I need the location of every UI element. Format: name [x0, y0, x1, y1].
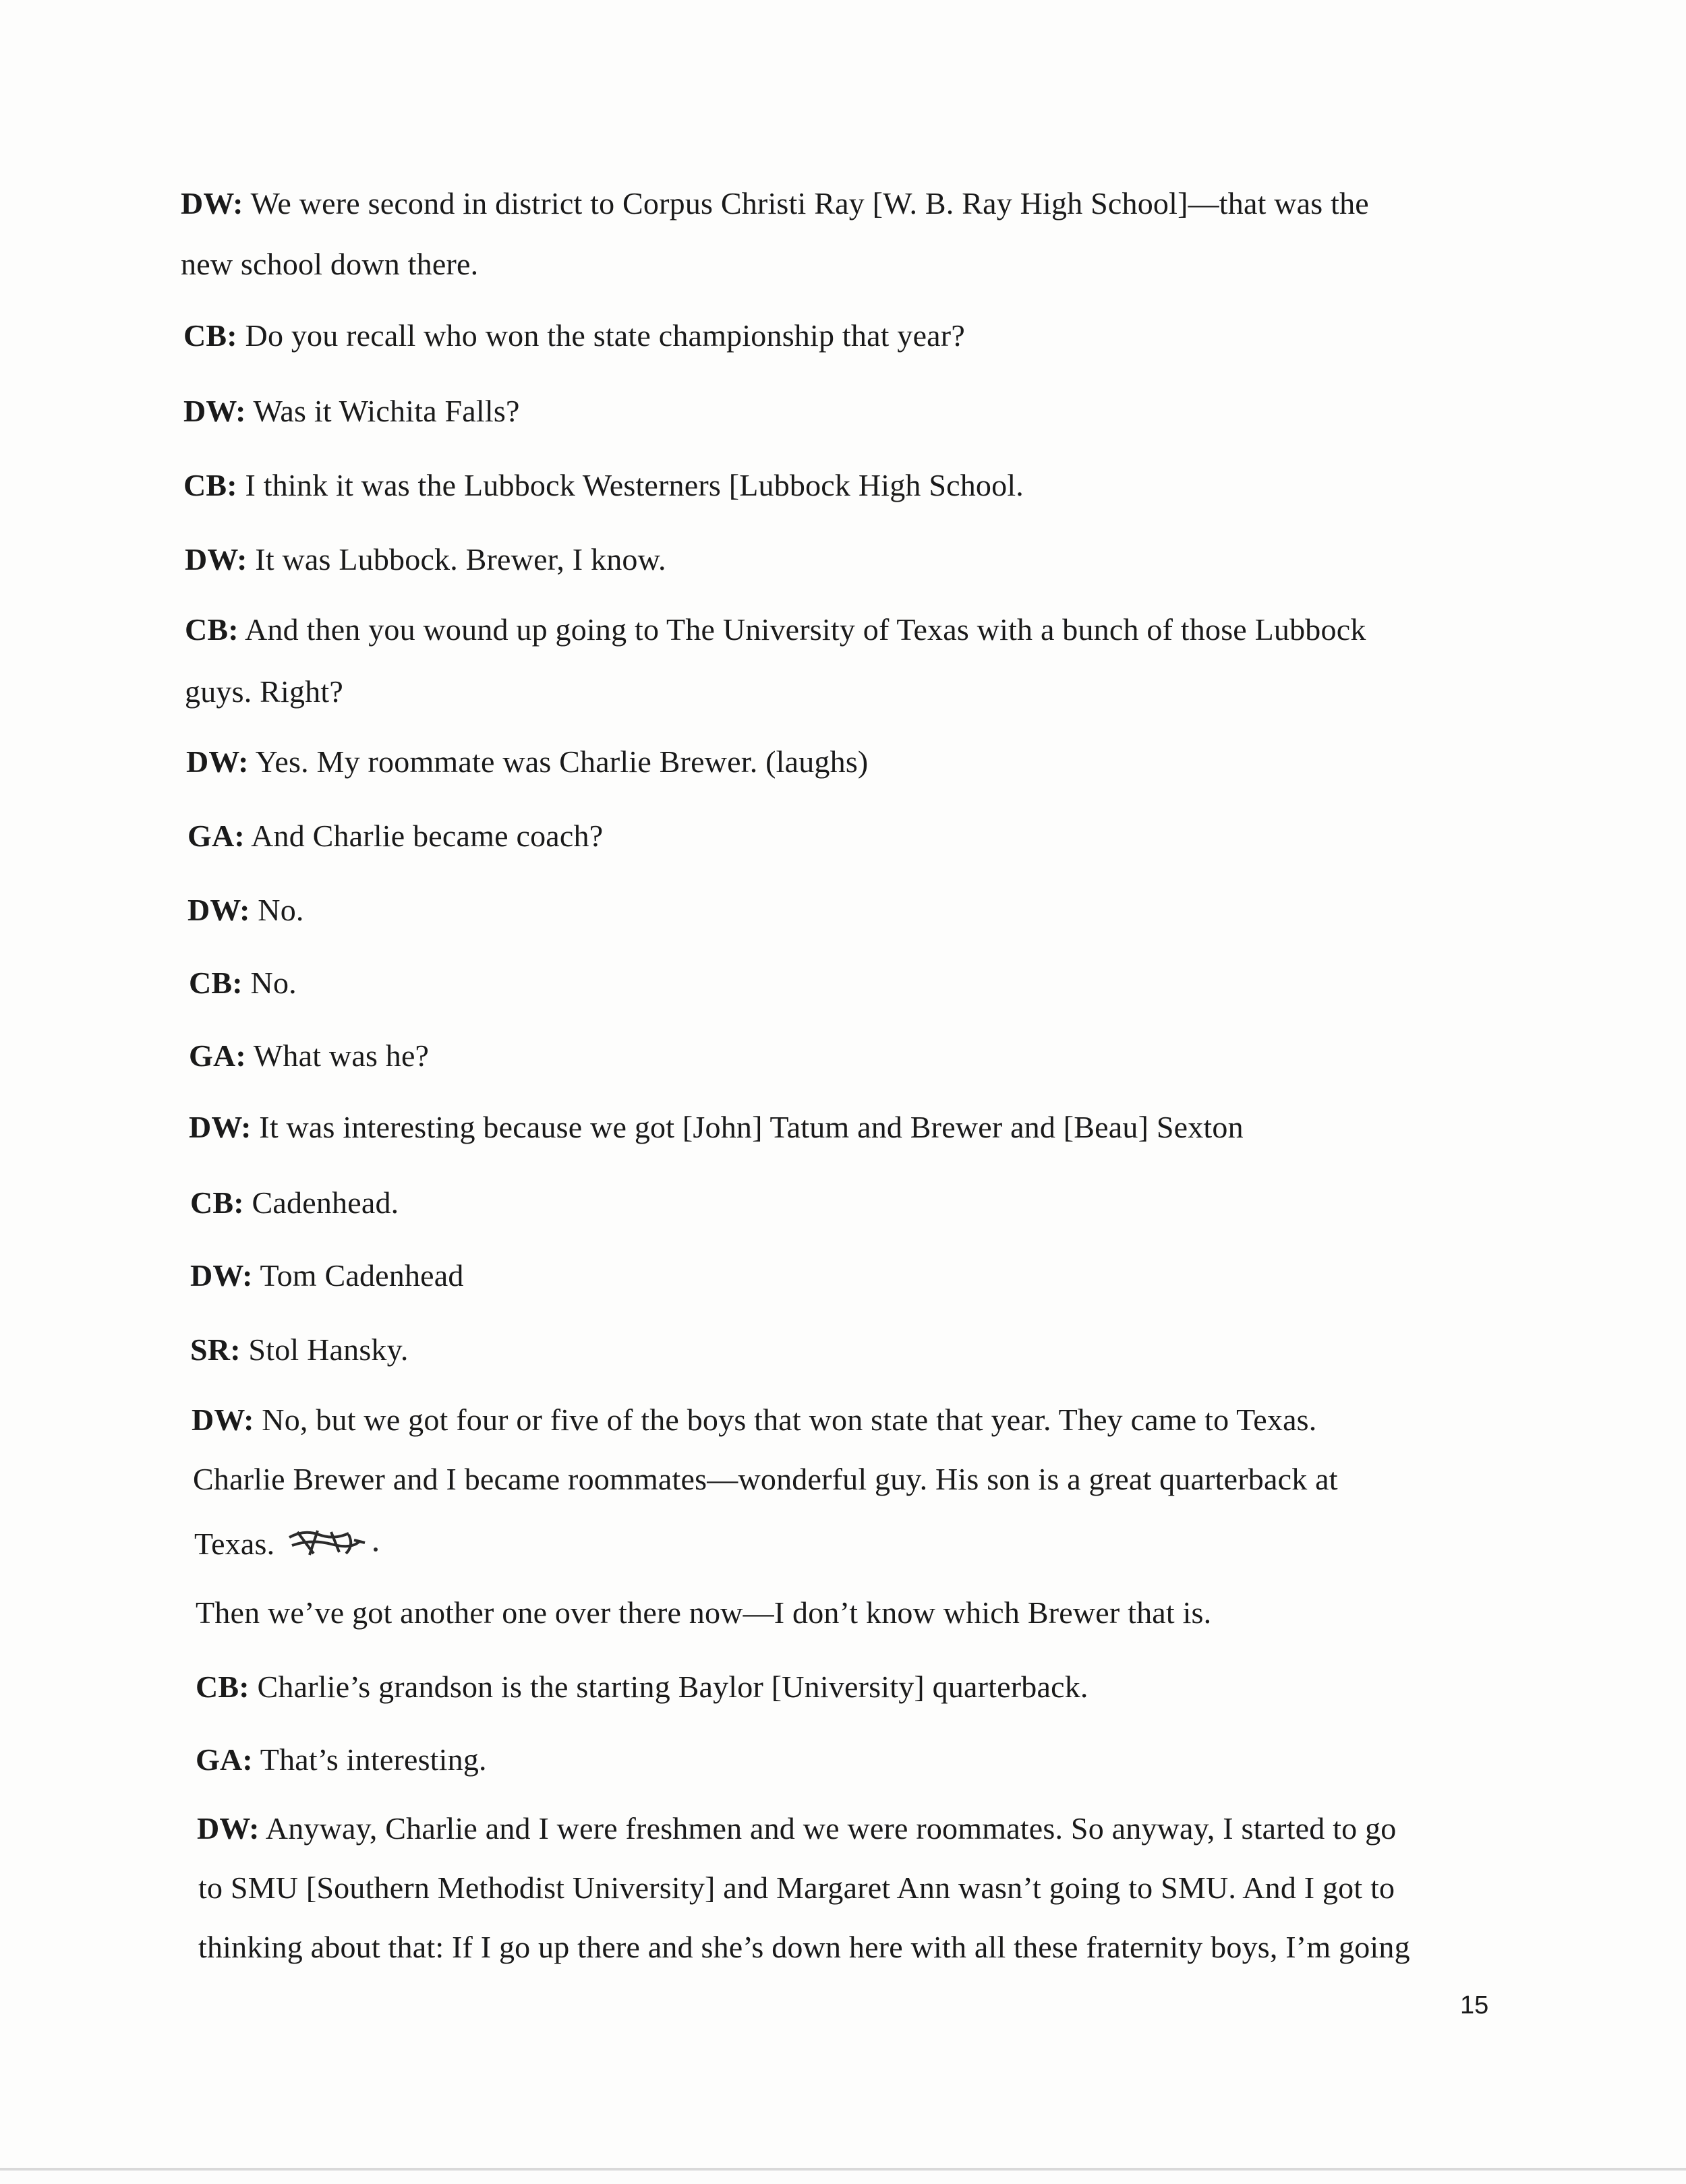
transcript-line	[187, 891, 304, 929]
speaker-label: DW:	[190, 1258, 253, 1293]
line-text: Do you recall who won the state championship that year?	[237, 318, 965, 353]
line-text: That’s interesting.	[252, 1742, 487, 1777]
line-text: to SMU [Southern Methodist University] and Margaret Ann wasn’t going to SMU. And I got to	[198, 1870, 1395, 1905]
speaker-label: DW:	[185, 542, 248, 577]
transcript-line	[187, 817, 603, 855]
line-text: Stol Hansky.	[240, 1332, 409, 1367]
transcript-line	[185, 673, 343, 711]
speaker-label: DW:	[187, 893, 250, 927]
scan-edge	[0, 2168, 1686, 2171]
transcript-line	[183, 317, 965, 355]
transcript-line	[185, 611, 1366, 649]
line-text: I think it was the Lubbock Westerners [Lubbock High School.	[237, 468, 1024, 502]
speaker-label: CB:	[190, 1185, 244, 1220]
line-text: No.	[250, 893, 304, 927]
line-text: Anyway, Charlie and I were freshmen and we were roommates. So anyway, I started to go	[259, 1811, 1397, 1846]
transcript-line	[189, 1037, 429, 1075]
line-text: And then you wound up going to The University of Texas with a bunch of those Lubbock	[238, 612, 1366, 647]
transcript-line	[192, 1401, 1317, 1439]
speaker-label: CB:	[189, 966, 243, 1000]
transcript-line	[197, 1810, 1396, 1848]
transcript-line	[196, 1741, 487, 1779]
transcript-line	[196, 1668, 1088, 1706]
speaker-label: DW:	[181, 186, 243, 220]
line-text: Cadenhead.	[243, 1185, 399, 1220]
handwritten-strikeout	[284, 1523, 385, 1572]
line-text: Yes. My roommate was Charlie Brewer. (laughs)	[248, 744, 869, 779]
transcript-line	[190, 1184, 399, 1222]
transcript-line	[183, 467, 1024, 504]
line-text: No, but we got four or five of the boys that won state that year. They came to Texas.	[254, 1403, 1317, 1437]
speaker-label: DW:	[192, 1403, 254, 1437]
transcript-line	[196, 1594, 1211, 1632]
line-text: thinking about that: If I go up there and she’s down here with all these fraternity boys, I’m going	[198, 1930, 1410, 1964]
transcript-line	[194, 1523, 385, 1572]
transcript-line	[181, 245, 478, 283]
transcript-line	[190, 1331, 409, 1369]
line-text: It was interesting because we got [John] Tatum and Brewer and [Beau] Sexton	[251, 1110, 1244, 1144]
speaker-label: CB:	[185, 612, 239, 647]
page-number: 15	[1460, 1991, 1489, 2019]
line-text: Was it Wichita Falls?	[245, 394, 520, 428]
transcript-line	[181, 185, 1369, 223]
transcript-line	[198, 1869, 1395, 1907]
line-text: And Charlie became coach?	[244, 819, 604, 853]
speaker-label: CB:	[196, 1670, 250, 1704]
speaker-label: GA:	[187, 819, 245, 853]
transcript-line	[183, 392, 520, 430]
speaker-label: CB:	[183, 318, 237, 353]
speaker-label: DW:	[183, 394, 246, 428]
line-text: guys. Right?	[185, 674, 343, 709]
speaker-label: DW:	[189, 1110, 252, 1144]
line-text: What was he?	[245, 1038, 430, 1073]
line-text: Then we’ve got another one over there now—I don’t know which Brewer that is.	[196, 1595, 1212, 1630]
speaker-label: DW:	[186, 744, 249, 779]
transcript-line	[186, 743, 868, 781]
speaker-label: SR:	[190, 1332, 241, 1367]
line-text: No.	[242, 966, 297, 1000]
speaker-label: DW:	[197, 1811, 260, 1846]
transcript-line	[189, 964, 297, 1002]
line-text: new school down there.	[181, 247, 479, 281]
line-text: We were second in district to Corpus Christi Ray [W. B. Ray High School]—that was the	[243, 186, 1369, 220]
line-text: Charlie Brewer and I became roommates—wonderful guy. His son is a great quarterback at	[193, 1462, 1338, 1496]
line-text: Charlie’s grandson is the starting Baylor [University] quarterback.	[249, 1670, 1088, 1704]
line-text: Texas.	[194, 1527, 275, 1562]
transcript-line	[189, 1109, 1244, 1146]
speaker-label: GA:	[196, 1742, 253, 1777]
speaker-label: GA:	[189, 1038, 246, 1073]
transcript-line	[185, 541, 666, 579]
transcript-line	[198, 1928, 1410, 1966]
line-text: It was Lubbock. Brewer, I know.	[247, 542, 666, 577]
transcript-line	[193, 1460, 1338, 1498]
speaker-label: CB:	[183, 468, 237, 502]
transcript-line	[190, 1257, 464, 1295]
line-text: Tom Cadenhead	[252, 1258, 464, 1293]
